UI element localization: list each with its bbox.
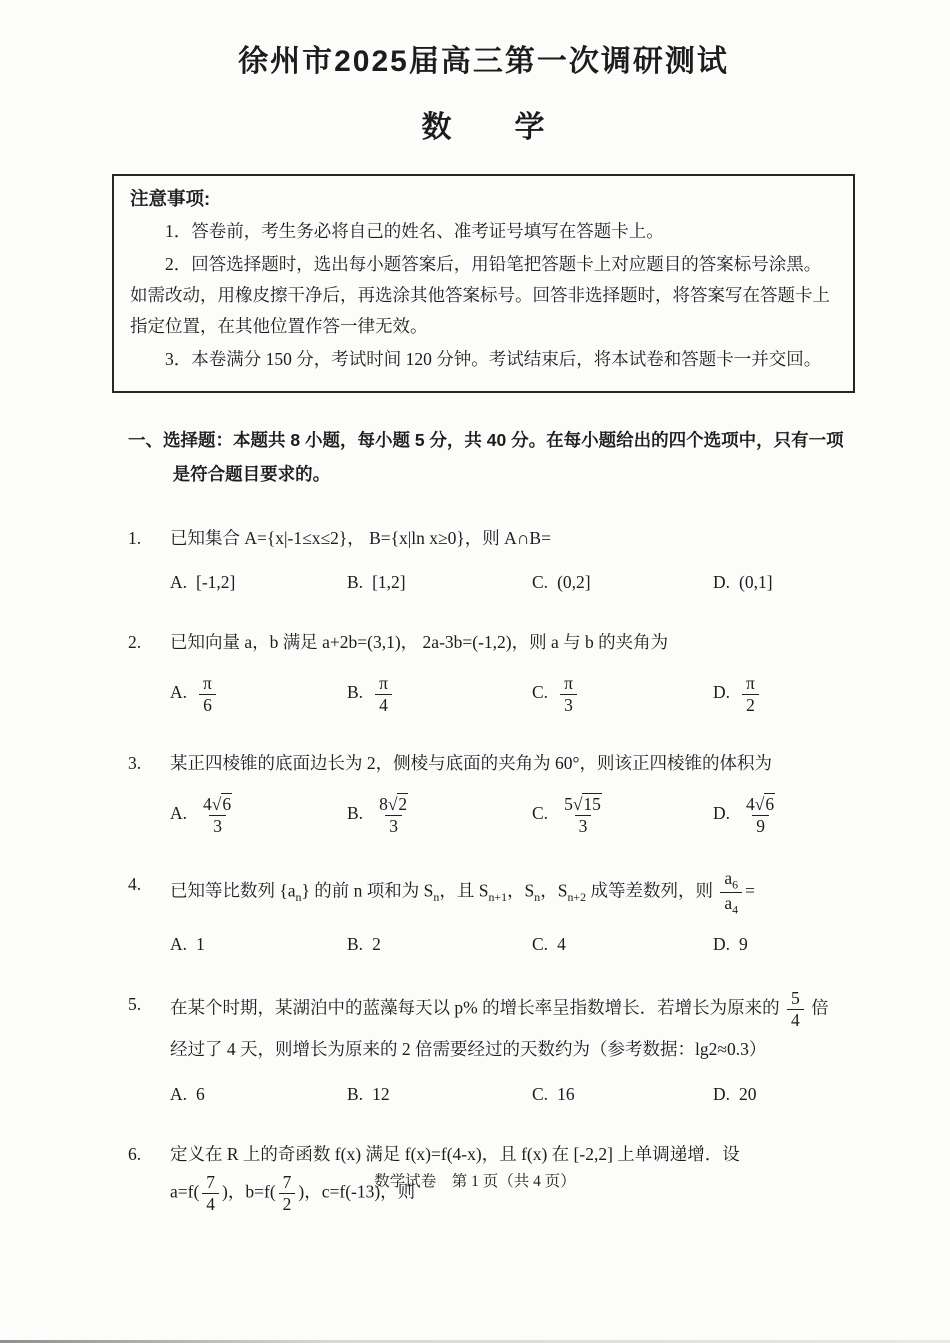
option-label: A. — [170, 682, 188, 703]
question-number: 4. — [128, 873, 142, 894]
notice-item: 3．本卷满分 150 分，考试时间 120 分钟。考试结束后，将本试卷和答题卡一并交回。 — [165, 349, 822, 370]
option-label: B. — [347, 803, 364, 824]
option-text: $\frac{\pi}{2}$ — [739, 682, 762, 702]
option-label: C. — [532, 803, 549, 824]
option-d — [713, 1080, 855, 1108]
page-title: 徐州市2025届高三第一次调研测试 — [238, 45, 729, 78]
option-label: D. — [713, 571, 731, 592]
options-row — [170, 930, 855, 958]
option-c — [532, 930, 713, 958]
option-a — [170, 672, 347, 717]
option-b — [347, 793, 532, 838]
option-label: B. — [347, 571, 364, 592]
question-stem: 某正四棱锥的底面边长为 2，侧棱与底面的夹角为 60°，则该正四棱锥的体积为 — [170, 752, 772, 773]
option-a — [170, 930, 347, 958]
option-label: A. — [170, 1083, 188, 1104]
option-text: 12 — [372, 1083, 390, 1104]
option-c — [532, 793, 713, 838]
option-d — [713, 568, 855, 596]
option-label: D. — [713, 803, 731, 824]
question-number: 2. — [128, 631, 142, 652]
option-d — [713, 672, 855, 717]
option-d — [713, 793, 855, 838]
option-label: C. — [532, 571, 549, 592]
question-2 — [128, 625, 855, 717]
option-label: B. — [347, 1083, 364, 1104]
option-a — [170, 793, 347, 838]
option-text: $\frac{\pi}{4}$ — [372, 682, 395, 702]
question-stem: 已知向量 a，b 满足 a+2b=(3,1)， 2a-3b=(-1,2)，则 a 与 b 的夹角为 — [170, 631, 669, 652]
option-text: 9 — [739, 934, 748, 955]
option-a — [170, 568, 347, 596]
option-text: 2 — [372, 934, 381, 955]
subject-title: 数 学 — [421, 111, 546, 144]
option-label: D. — [713, 682, 731, 703]
question-number: 3. — [128, 752, 142, 773]
option-text: $\frac{4√6}{9}$ — [746, 793, 775, 836]
notice-heading: 注意事项: — [130, 188, 211, 209]
question-5 — [128, 987, 855, 1107]
options-row — [170, 672, 855, 717]
option-label: A. — [170, 571, 188, 592]
question-stem: 已知集合 A={x|-1≤x≤2}， B={x|ln x≥0}，则 A∩B= — [170, 527, 551, 548]
option-label: A. — [170, 803, 188, 824]
option-c — [532, 1080, 713, 1108]
option-label: B. — [347, 934, 364, 955]
notice-box — [112, 174, 855, 393]
option-label: A. — [170, 934, 188, 955]
option-label: B. — [347, 682, 364, 703]
option-text: [1,2] — [372, 571, 406, 592]
notice-item: 1．答卷前，考生务必将自己的姓名、准考证号填写在答题卡上。 — [165, 220, 664, 241]
option-text: (0,2] — [557, 571, 591, 592]
question-4 — [128, 867, 855, 959]
option-c — [532, 672, 713, 717]
option-b — [347, 568, 532, 596]
option-b — [347, 672, 532, 717]
option-text: $\frac{\pi}{3}$ — [557, 682, 580, 702]
question-stem: 定义在 R 上的奇函数 f(x) 满足 f(x)=f(4-x)，且 f(x) 在 [-2,2] 上单调递增．设 a=f( $\frac{7}{4}$ )，b=f( $\frac{7}{2}$ )，c=f(-13)，则 — [170, 1143, 740, 1214]
option-text: 1 — [196, 934, 205, 955]
options-row — [170, 568, 855, 596]
option-text: 20 — [739, 1083, 757, 1104]
notice-item: 2．回答选择题时，选出每小题答案后，用铅笔把答题卡上对应题目的答案标号涂黑。如需改动，用橡皮擦干净后，再选涂其他答案标号。回答非选择题时，将答案写在答题卡上指定位置，在其他位置作答一律无效。 — [130, 253, 830, 337]
option-text: 6 — [196, 1083, 205, 1104]
option-text: $\frac{5√15}{3}$ — [564, 793, 601, 836]
option-text: 16 — [557, 1083, 575, 1104]
option-a — [170, 1080, 347, 1108]
option-d — [713, 930, 855, 958]
option-text: $\frac{4√6}{3}$ — [203, 793, 232, 836]
question-number: 5. — [128, 994, 142, 1015]
question-number: 6. — [128, 1143, 142, 1164]
option-label: C. — [532, 934, 549, 955]
options-row — [170, 793, 855, 838]
option-text: [-1,2] — [196, 571, 236, 592]
option-b — [347, 930, 532, 958]
option-text: 4 — [557, 934, 566, 955]
question-stem: 在某个时期，某湖泊中的蓝藻每天以 p% 的增长率呈指数增长．若增长为原来的 $\frac{5}{4}$ 倍 经过了 4 天，则增长为原来的 2 倍需要经过的天数约为（参考数据：lg2≈0.3） — [170, 988, 829, 1060]
option-text: $\frac{\pi}{6}$ — [196, 682, 219, 702]
question-3 — [128, 746, 855, 838]
option-text: $\frac{8√2}{3}$ — [379, 793, 408, 836]
question-stem: 已知等比数列 $\{a_n\}$ 的前 n 项和为 $S_n$，且 $S_{n+1}$，$S_n$，$S_{n+2}$ 成等差数列，则 $\frac{a_6}{a_4}$ = — [170, 867, 755, 917]
option-label: C. — [532, 1083, 549, 1104]
option-c — [532, 568, 713, 596]
option-label: D. — [713, 934, 731, 955]
option-b — [347, 1080, 532, 1108]
option-label: D. — [713, 1083, 731, 1104]
option-text: (0,1] — [739, 571, 773, 592]
option-label: C. — [532, 682, 549, 703]
question-number: 1. — [128, 527, 142, 548]
section-heading: 一、选择题：本题共 8 小题，每小题 5 分，共 40 分。在每小题给出的四个选项中，只有一项是符合题目要求的。 — [128, 430, 844, 485]
options-row — [170, 1080, 855, 1108]
questions-list — [128, 521, 855, 1216]
page-footer: 数学试卷 第 1 页（共 4 页） — [374, 1173, 576, 1190]
question-1 — [128, 521, 855, 596]
